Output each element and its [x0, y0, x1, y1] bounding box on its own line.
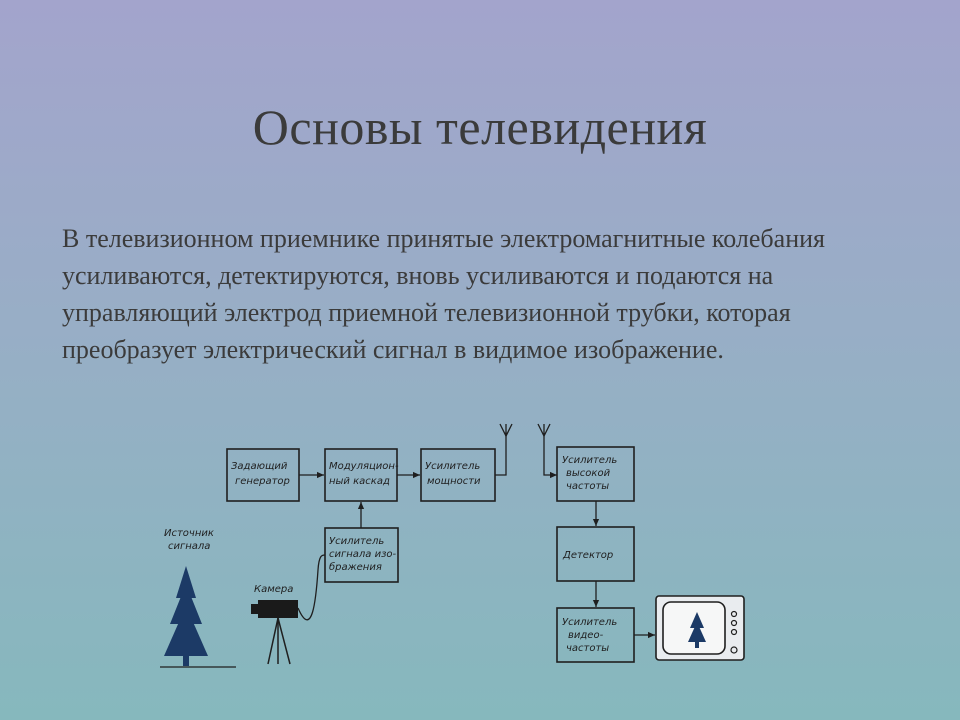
tv-receiver-icon	[656, 596, 744, 660]
rx-antenna-icon	[538, 424, 550, 436]
label-power-amp-2: мощности	[427, 476, 481, 487]
label-image-amp-3: бражения	[329, 562, 382, 573]
label-video-amp-2: видео-	[568, 630, 604, 641]
label-generator-1: Задающий	[231, 461, 288, 472]
label-image-amp-2: сигнала изо-	[329, 549, 397, 560]
block-detector	[557, 527, 634, 581]
camera-icon	[251, 600, 298, 664]
label-video-amp-3: частоты	[566, 643, 610, 654]
slide-title: Основы телевидения	[252, 99, 708, 155]
label-source-1: Источник	[164, 528, 214, 539]
block-modulator	[325, 449, 399, 501]
camera	[251, 584, 298, 664]
label-camera: Камера	[254, 584, 294, 595]
label-image-amp-1: Усилитель	[329, 536, 385, 547]
label-power-amp-1: Усилитель	[425, 461, 481, 472]
label-generator-2: генератор	[235, 476, 290, 487]
label-video-amp-1: Усилитель	[562, 617, 618, 628]
label-hf-amp-2: высокой	[566, 468, 611, 479]
wire-to-tx-antenna	[495, 432, 506, 475]
block-video-amp	[557, 608, 634, 662]
arrow-antenna-to-hf-amp	[544, 436, 557, 475]
label-modulator-1: Модуляцион-	[329, 461, 399, 472]
block-power-amp	[421, 449, 495, 501]
label-modulator-2: ный каскад	[329, 476, 390, 487]
label-source-2: сигнала	[168, 541, 211, 552]
tree-icon	[160, 566, 236, 667]
block-image-amp	[325, 528, 398, 582]
signal-source	[160, 528, 236, 667]
block-generator	[227, 449, 299, 501]
label-detector: Детектор	[563, 550, 614, 561]
label-hf-amp-3: частоты	[566, 481, 610, 492]
camera-cable	[298, 555, 325, 620]
slide-body-text: В телевизионном приемнике принятые электромагнитные колебания усиливаются, детектируются, вновь усиливаются и подаются на управляющий электрод приемной телевизионной трубки, которая преобразует электрический сигнал в видимое изображение.	[62, 224, 825, 364]
label-hf-amp-1: Усилитель	[562, 455, 618, 466]
tx-antenna-icon	[500, 424, 512, 436]
block-hf-amp	[557, 447, 634, 501]
